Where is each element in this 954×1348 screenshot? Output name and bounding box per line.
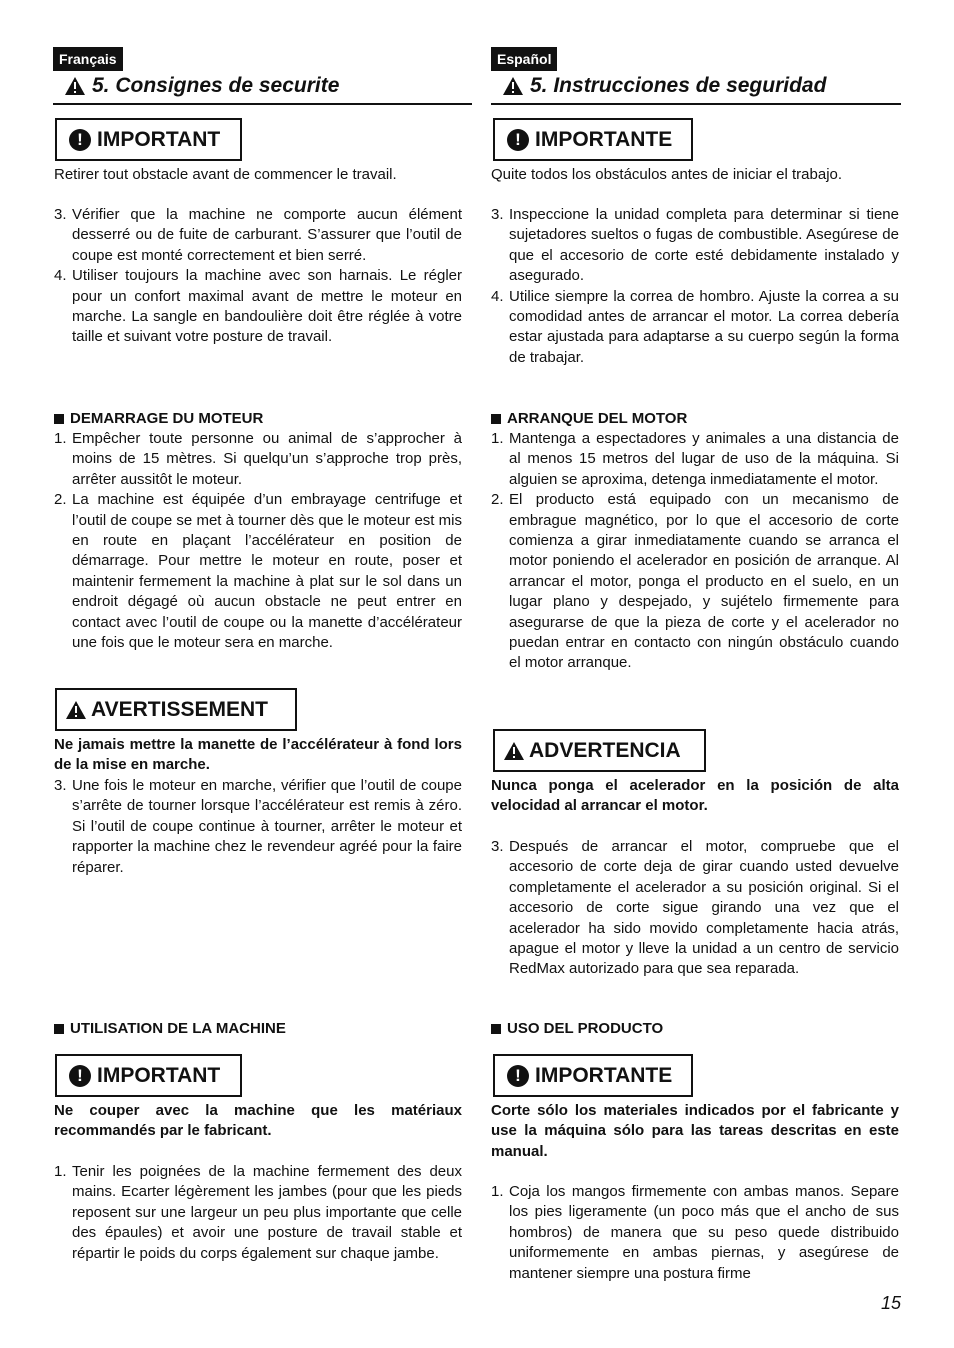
list-b (491, 429, 899, 674)
important-box (493, 1054, 693, 1097)
item-text: El producto está equipado con un mecanismo de embrague magnético, por lo que el accesorio de corte comienza a girar inmediatamente cuando se arranca el motor poniendo el acelerador en posición de arranque. Al arrancar el motor, ponga el producto en el suelo, en un lugar plano y despejado, y sujételo firmemente para asegurarse de que la pieza de corte y el acelerador no puedan entrar en contacto con ningún obstáculo cuando el motor arranque. (509, 491, 899, 672)
section-title-text: 5. Instrucciones de seguridad (530, 74, 827, 97)
warning-triangle-icon (503, 741, 525, 761)
item-number: 1. (491, 430, 504, 447)
section-title-text: 5. Consignes de securite (92, 74, 340, 97)
exclamation-icon: ! (69, 129, 91, 151)
warning-box (493, 729, 706, 772)
warning-text: Ne jamais mettre la manette de l’accélérateur à fond lors de la mise en marche. (54, 736, 462, 774)
exclamation-icon: ! (507, 129, 529, 151)
list-item (491, 837, 899, 980)
item-text: Después de arrancar el motor, compruebe que el accesorio de corte deja de girar cuando usted devuelve completamente el acelerador a su posición original. Si el accesorio de corte sigue girando una vez que el acelerador ha sido movido completamente hacia atrás, apague el motor y lleve la unidad a un centro de servicio RedMax autorizado para que sea reparada. (509, 838, 899, 978)
list-item (54, 429, 462, 490)
important-text: Ne couper avec la machine que les matériaux recommandés par le fabricant. (54, 1102, 462, 1140)
item-text: Tenir les poignées de la machine fermement des deux mains. Ecarter légèrement les jambes (pour que les pieds reposent sur une largeur un peu plus importante que celle des épaules) et avoir une posture de travail stable et répartir le poids du corps également sur chaque jambe. (72, 1163, 462, 1262)
subheading-engine-start (491, 410, 687, 427)
list-a (491, 205, 899, 368)
item-number: 2. (491, 491, 504, 509)
subheading-text: USO DEL PRODUCTO (507, 1020, 664, 1037)
important-label: IMPORTANT (97, 1063, 221, 1087)
item-text: Empêcher toute personne ou animal de s’approcher à moins de 15 mètres. Si quelqu’un s’approche trop près, arrêter aussitôt le moteur. (72, 430, 462, 488)
item-number: 3. (54, 777, 67, 794)
item-number: 1. (54, 1163, 67, 1180)
language-tag-french: Français (53, 47, 123, 71)
warning-triangle-icon (64, 76, 86, 96)
section-title-spanish (502, 74, 826, 98)
subheading-product-use (491, 1020, 663, 1037)
warning-text: Nunca ponga el acelerador en la posición de alta velocidad al arrancar el motor. (491, 777, 899, 815)
subheading-machine-use (54, 1020, 286, 1037)
item-number: 3. (491, 838, 504, 855)
list-item (491, 287, 899, 369)
important-label: IMPORTANT (97, 127, 221, 151)
important-box (55, 118, 242, 161)
square-bullet-icon (491, 1024, 501, 1034)
list-item (491, 490, 899, 674)
intro-text: Quite todos los obstáculos antes de iniciar el trabajo. (491, 166, 843, 183)
list-d (54, 1162, 462, 1264)
list-item (491, 1182, 899, 1284)
page-number: 15 (881, 1293, 902, 1313)
item-text: Utiliser toujours la machine avec son harnais. Le régler pour un confort maximal avant de mettre le moteur en marche. La sangle en bandoulière doit être réglée à votre taille et suivant votre posture de travail. (72, 267, 462, 346)
square-bullet-icon (54, 414, 64, 424)
list-c (491, 837, 899, 980)
item-text: Vérifier que la machine ne comporte aucun élément desserré ou de fuite de carburant. S’assurer que l’outil de coupe est monté correctement et bien serré. (72, 206, 462, 264)
warning-label: ADVERTENCIA (529, 738, 681, 762)
item-text: Coja los mangos firmemente con ambas manos. Separe los pies ligeramente (un poco más que el ancho de sus hombros) de manera que su peso quede distribuido uniformemente en ambas piernas, y asegúrese de mantener siempre una postura firme (509, 1183, 899, 1282)
important-label: IMPORTANTE (535, 1063, 673, 1087)
subheading-text: DEMARRAGE DU MOTEUR (70, 410, 264, 427)
item-text: Une fois le moteur en marche, vérifier que l’outil de coupe s’arrête de tourner lorsque l’accélérateur est remis à zéro. Si l’outil de coupe continue à tourner, arrêter le moteur et rapporter la machine chez le revendeur agréé pour la faire réparer. (72, 777, 462, 876)
list-item (54, 1162, 462, 1264)
item-number: 3. (491, 206, 504, 223)
item-number: 2. (54, 491, 67, 509)
important-text: Corte sólo los materiales indicados por el fabricante y use la máquina sólo para las tareas descritas en este manual. (491, 1102, 899, 1160)
exclamation-icon: ! (69, 1065, 91, 1087)
item-number: 3. (54, 206, 67, 223)
list-item (491, 429, 899, 490)
item-text: Utilice siempre la correa de hombro. Ajuste la correa a su comodidad antes de arrancar el motor. La correa debería estar ajustada para adaptarse a su cuerpo según la forma de trabajar. (509, 287, 899, 366)
subheading-engine-start (54, 410, 263, 427)
list-item (54, 205, 462, 266)
list-b (54, 429, 462, 653)
list-item (54, 776, 462, 878)
item-number: 4. (54, 267, 67, 285)
item-text: Inspeccione la unidad completa para determinar si tiene sujetadores sueltos o fugas de combustible. Asegúrese de que el accesorio de corte esté debidamente instalado y asegurado. (509, 206, 899, 285)
list-item (491, 205, 899, 287)
list-item (54, 266, 462, 348)
item-text: La machine est équipée d’un embrayage centrifuge et l’outil de coupe se met à tourner dès que le moteur est mis en route en plaçant l’accélérateur en position de démarrage. Pour mettre le moteur en route, poser et maintenir fermement la machine à plat sur le sol dans un endroit dégagé où aucun obstacle ne peut entrer en contact avec l’outil de coupe ou la manette d’accélérateur une fois que le moteur sera en marche. (72, 491, 462, 652)
important-box (493, 118, 693, 161)
section-divider (491, 103, 901, 105)
list-c (54, 776, 462, 878)
exclamation-icon: ! (507, 1065, 529, 1087)
language-tag-spanish: Español (491, 47, 557, 71)
item-number: 1. (54, 430, 67, 447)
item-text: Mantenga a espectadores y animales a una distancia de al menos 15 metros del lugar de uso de la máquina. Si alguien se aproxima, detenga inmediatamente el motor. (509, 430, 899, 488)
item-number: 4. (491, 287, 504, 305)
warning-triangle-icon (502, 76, 524, 96)
intro-text: Retirer tout obstacle avant de commencer le travail. (54, 166, 397, 183)
square-bullet-icon (491, 414, 501, 424)
important-box (55, 1054, 242, 1097)
list-d (491, 1182, 899, 1284)
square-bullet-icon (54, 1024, 64, 1034)
warning-box (55, 688, 297, 731)
warning-triangle-icon (65, 700, 87, 720)
subheading-text: ARRANQUE DEL MOTOR (507, 410, 688, 427)
list-item (54, 490, 462, 653)
section-divider (53, 103, 472, 105)
section-title-french (64, 74, 339, 98)
subheading-text: UTILISATION DE LA MACHINE (70, 1020, 286, 1037)
item-number: 1. (491, 1183, 504, 1200)
list-a (54, 205, 462, 348)
important-label: IMPORTANTE (535, 127, 673, 151)
warning-label: AVERTISSEMENT (91, 697, 268, 721)
